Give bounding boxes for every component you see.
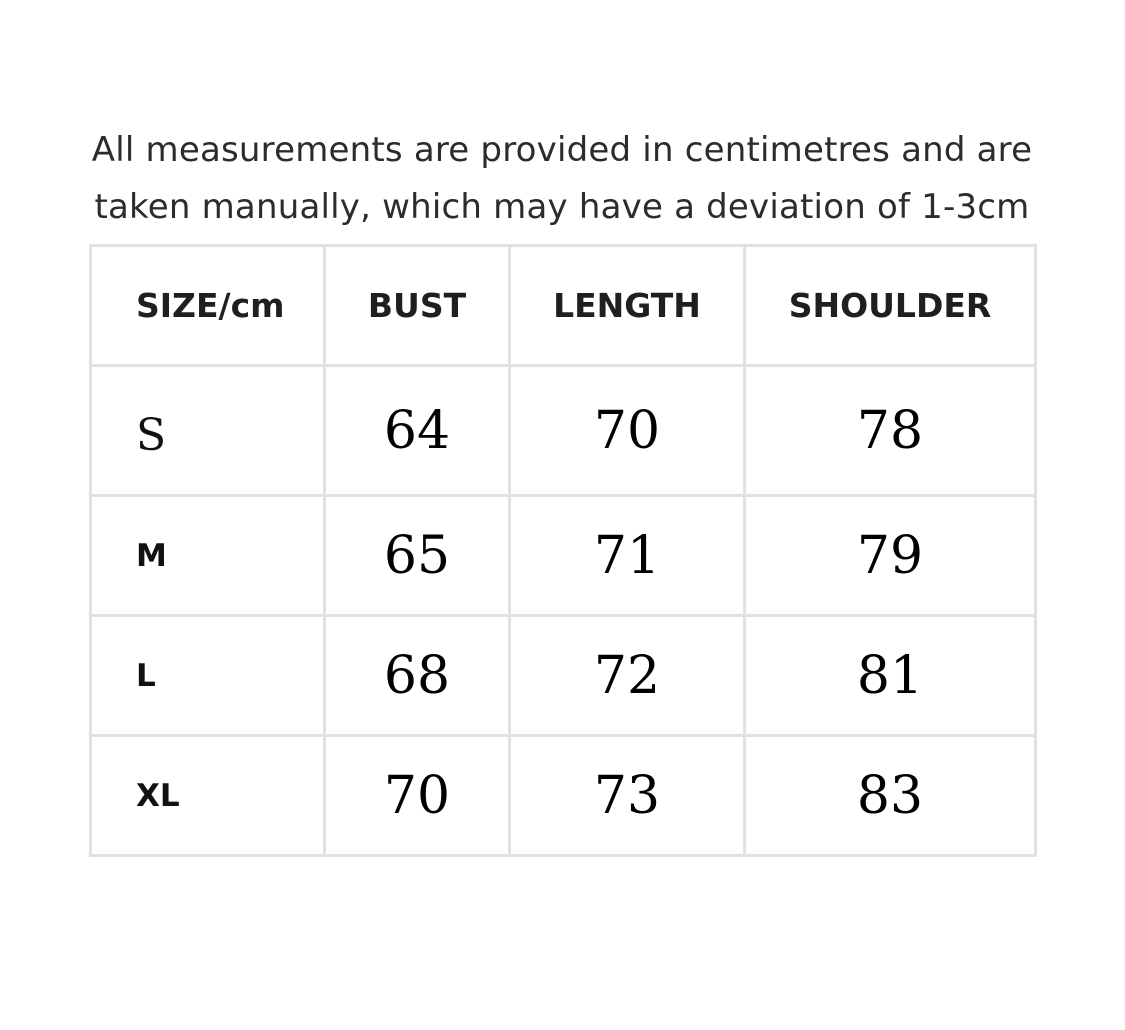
measurement-note-line-2: taken manually, which may have a deviation of 1-3cm [94,187,1030,227]
shoulder-cell: 83 [745,736,1036,856]
measurement-note [62,122,1062,236]
size-cell: M [91,496,325,616]
bust-cell: 65 [325,496,510,616]
size-cell: XL [91,736,325,856]
header-size: SIZE/cm [91,246,325,366]
bust-cell: 70 [325,736,510,856]
bust-cell: 68 [325,616,510,736]
table-row [91,616,1036,736]
length-cell: 72 [510,616,745,736]
measurement-note-line-1: All measurements are provided in centimetres and are [91,130,1033,170]
table-header-row [91,246,1036,366]
shoulder-cell: 81 [745,616,1036,736]
size-cell: L [91,616,325,736]
size-cell: S [91,366,325,496]
length-cell: 70 [510,366,745,496]
header-bust: BUST [325,246,510,366]
bust-cell: 64 [325,366,510,496]
size-chart-table [89,244,1037,857]
table-row [91,736,1036,856]
length-cell: 71 [510,496,745,616]
header-length: LENGTH [510,246,745,366]
table-row [91,366,1036,496]
length-cell: 73 [510,736,745,856]
table-row [91,496,1036,616]
shoulder-cell: 79 [745,496,1036,616]
shoulder-cell: 78 [745,366,1036,496]
header-shoulder: SHOULDER [745,246,1036,366]
